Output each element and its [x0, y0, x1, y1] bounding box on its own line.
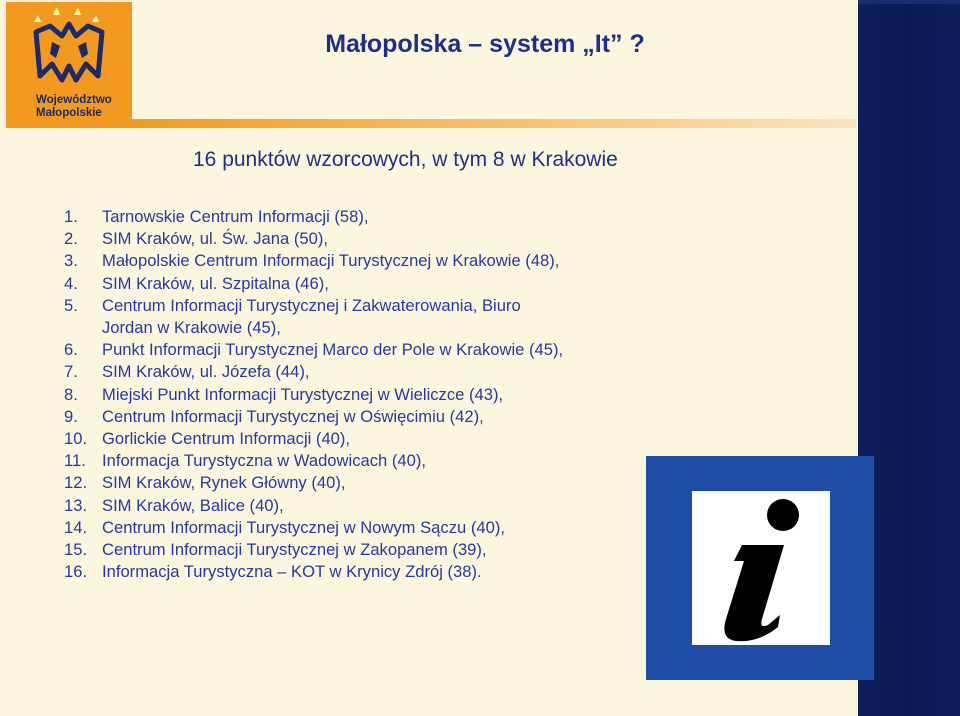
list-item-text: SIM Kraków, Rynek Główny (40),	[102, 473, 346, 493]
list-item	[64, 339, 563, 361]
list-item	[64, 206, 563, 228]
list-item-text: Centrum Informacji Turystycznej w Nowym Sączu (40),	[102, 517, 505, 537]
list-item-number: 2.	[64, 229, 78, 249]
list-item-text: Informacja Turystyczna w Wadowicach (40),	[102, 451, 426, 471]
header-divider-strip	[132, 119, 856, 128]
list-item-number: 9.	[64, 406, 78, 426]
list-item-text: SIM Kraków, ul. Św. Jana (50),	[102, 229, 328, 249]
list-item	[64, 250, 563, 272]
list-item-number: 5.	[64, 295, 78, 315]
list-item-text: SIM Kraków, ul. Szpitalna (46),	[102, 273, 329, 293]
information-points-list	[64, 206, 563, 583]
right-band-top-accent	[858, 0, 960, 4]
list-item-number: 7.	[64, 362, 78, 382]
information-sign	[646, 456, 874, 680]
list-item	[64, 228, 563, 250]
list-item	[64, 428, 563, 450]
list-item-number: 16.	[64, 562, 88, 582]
list-item-text: SIM Kraków, ul. Józefa (44),	[102, 362, 310, 382]
list-item-text: Centrum Informacji Turystycznej w Zakopanem (39),	[102, 540, 487, 560]
list-item-text: Centrum Informacji Turystycznej i Zakwaterowania, Biuro Jordan w Krakowie (45),	[102, 295, 521, 338]
list-item-text: SIM Kraków, Balice (40),	[102, 495, 284, 515]
list-item-number: 13.	[64, 495, 88, 515]
list-item	[64, 406, 563, 428]
list-item	[64, 361, 563, 383]
list-item	[64, 450, 563, 472]
list-item-number: 15.	[64, 540, 88, 560]
logo-line-1: Województwo	[36, 94, 112, 106]
list-item-text: Punkt Informacji Turystycznej Marco der Pole w Krakowie (45),	[102, 340, 564, 360]
list-item	[64, 561, 563, 583]
list-item-text: Tarnowskie Centrum Informacji (58),	[102, 207, 369, 226]
list-item	[64, 539, 563, 561]
list-item	[64, 517, 563, 539]
wojewodztwo-logo	[6, 2, 132, 128]
list-item	[64, 384, 563, 406]
list-item-number: 10.	[64, 429, 88, 449]
list-item-text: Informacja Turystyczna – KOT w Krynicy Zdrój (38).	[102, 562, 482, 582]
list-item-text: Miejski Punkt Informacji Turystycznej w Wieliczce (43),	[102, 384, 504, 404]
list-item-text: Gorlickie Centrum Informacji (40),	[102, 429, 351, 449]
information-sign-panel	[692, 491, 830, 645]
list-item-text: Małopolskie Centrum Informacji Turystycznej w Krakowie (48),	[102, 251, 560, 271]
list-item-number: 3.	[64, 251, 78, 271]
list-item	[64, 273, 563, 295]
list-item-number: 12.	[64, 473, 88, 493]
page-subtitle: 16 punktów wzorcowych, w tym 8 w Krakowie	[193, 148, 618, 171]
list-item-number: 1.	[64, 207, 78, 226]
list-item	[64, 295, 563, 339]
list-item-number: 4.	[64, 273, 78, 293]
list-item-text: Centrum Informacji Turystycznej w Oświęcimiu (42),	[102, 406, 484, 426]
page-title: Małopolska – system „It” ?	[325, 30, 645, 58]
list-item-number: 6.	[64, 340, 78, 360]
list-item-number: 11.	[64, 451, 86, 471]
list-item	[64, 472, 563, 494]
logo-line-2: Małopolskie	[36, 107, 102, 119]
logo-text	[36, 94, 112, 120]
list-item	[64, 495, 563, 517]
information-i-icon	[692, 491, 830, 645]
list-item-number: 14.	[64, 517, 88, 537]
list-item-number: 8.	[64, 384, 78, 404]
